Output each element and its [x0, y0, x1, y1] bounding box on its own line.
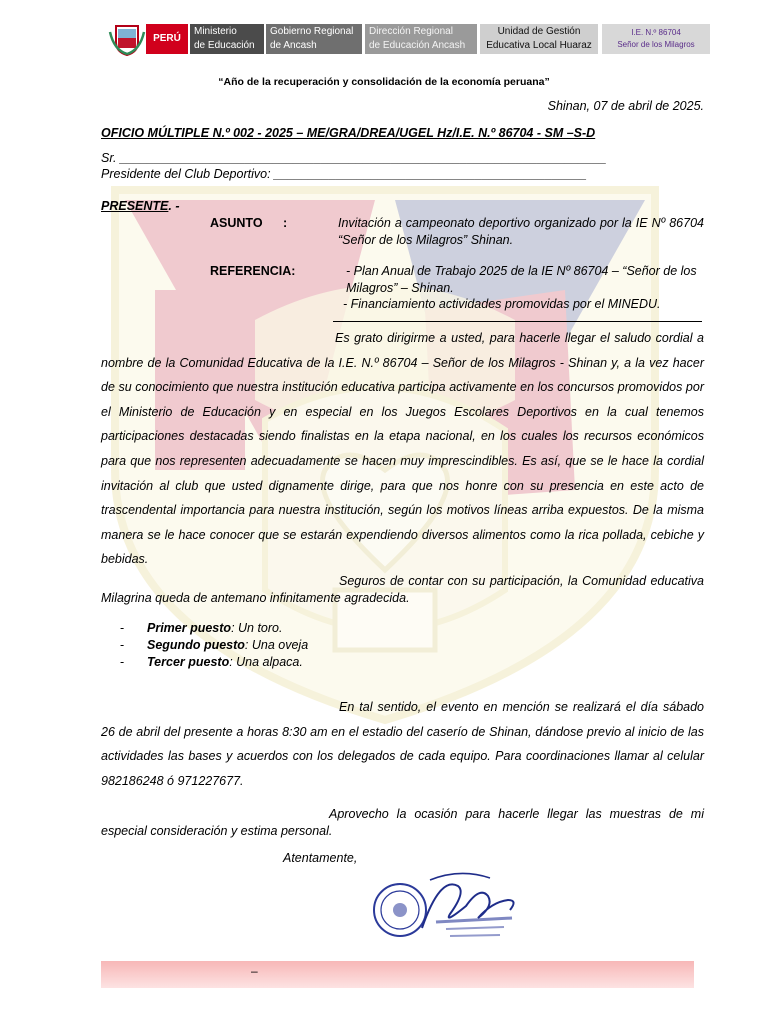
presente-heading: [101, 198, 180, 215]
presente-suffix: . -: [168, 199, 180, 213]
header-entity-ugel: [480, 24, 598, 54]
entity-line: Unidad de Gestión: [497, 26, 581, 37]
entity-line: Ministerio: [194, 26, 237, 37]
entity-line: de Educación Ancash: [369, 40, 466, 51]
entity-line: de Educación: [194, 40, 255, 51]
presente-word: PRESENTE: [101, 199, 169, 213]
footer-dash: –: [251, 964, 258, 978]
prize-place: Segundo puesto: [147, 638, 245, 652]
place-date: Shinan, 07 de abril de 2025.: [547, 99, 704, 113]
entity-line: Gobierno Regional: [270, 26, 354, 37]
entity-line: Dirección Regional: [369, 26, 453, 37]
body-paragraph-3: En tal sentido, el evento en mención se realizará el día sábado 26 de abril del presente a horas 8:30 am en el estadio del caserío de Shinan, dándose previo al inicio de las actividades las bases y acuerdos con los delegados de cada equipo. Para coordinaciones llamar al celular 982186248 ó 971227677.: [101, 700, 704, 788]
divider-line: [333, 321, 702, 322]
reference-item: - Plan Anual de Trabajo 2025 de la IE Nº 86704 – “Señor de los Milagros” – Shinan.: [346, 264, 697, 295]
prize-item: [120, 620, 308, 637]
entity-line: Educativa Local Huaraz: [486, 40, 592, 51]
peru-coat-of-arms-icon: [108, 22, 146, 56]
header-entity-dre: [365, 24, 477, 54]
prize-value: : Un toro.: [231, 621, 283, 635]
body-paragraph-4: Aprovecho la ocasión para hacerle llegar las muestras de mi especial consideración y estima personal.: [101, 807, 704, 838]
subject-text: Invitación a campeonato deportivo organizado por la IE Nº 86704 “Señor de los Milagros” Shinan.: [338, 216, 704, 247]
prize-list: [120, 620, 308, 671]
header-entity-regional-government: [266, 24, 362, 54]
reference-item: - Financiamiento actividades promovidas por el MINEDU.: [343, 297, 661, 311]
addressee-role: Presidente del Club Deportivo: _____________________________________________: [101, 167, 587, 181]
peru-badge: PERÚ: [146, 24, 188, 54]
entity-line: I.E. N.º 86704: [631, 28, 681, 37]
footer-band: [101, 961, 694, 988]
prize-item: [120, 654, 308, 671]
reference-label: REFERENCIA:: [210, 264, 296, 278]
entity-line: de Ancash: [270, 40, 317, 51]
prize-item: [120, 637, 308, 654]
prize-place: Tercer puesto: [147, 655, 230, 669]
closing: Atentamente,: [283, 851, 358, 865]
body-paragraph-2: Seguros de contar con su participación, la Comunidad educativa Milagrina queda de antemano infinitamente agradecida.: [101, 574, 704, 605]
header-entity-minedu: [190, 24, 264, 54]
director-stamp-signature: [370, 866, 530, 946]
document-reference-code: OFICIO MÚLTIPLE N.º 002 - 2025 – ME/GRA/DREA/UGEL Hz/I.E. N.º 86704 - SM –S-D: [101, 126, 596, 140]
subject-label: ASUNTO: [210, 216, 263, 230]
prize-place: Primer puesto: [147, 621, 232, 635]
header-entity-school: [602, 24, 710, 54]
prize-value: : Una alpaca.: [229, 655, 303, 669]
addressee-line: Sr. ______________________________________________________________________: [101, 151, 607, 165]
subject-colon: :: [283, 216, 288, 230]
entity-line: Señor de los Milagros: [617, 40, 695, 49]
prize-value: : Una oveja: [244, 638, 309, 652]
year-motto: “Año de la recuperación y consolidación de la economía peruana”: [218, 76, 550, 88]
body-paragraph-1: Es grato dirigirme a usted, para hacerle llegar el saludo cordial a nombre de la Comunidad Educativa de la I.E. N.º 86704 – Señor de los Milagros - Shinan y, a la vez hacer de su conocimiento que nuestra institución educativa participa activamente en los concursos promovidos por el Ministerio de Educación y en especial en los Juegos Escolares Deportivos en la cual tenemos participaciones destacadas siendo finalistas en la etapa nacional, en los cuales los recursos económicos para que nos representen adecuadamente se hacen muy imprescindibles. Es así, que se le hace la cordial invitación al club que usted dignamente dirige, para que nos honre con su presencia en este acto de trascendental importancia para nuestra institución, según los motivos líneas arriba expuestos. De la misma manera se le hace conocer que se estarán expendiendo diversos alimentos como la rica pollada, cebiche y bebidas.: [101, 331, 704, 567]
